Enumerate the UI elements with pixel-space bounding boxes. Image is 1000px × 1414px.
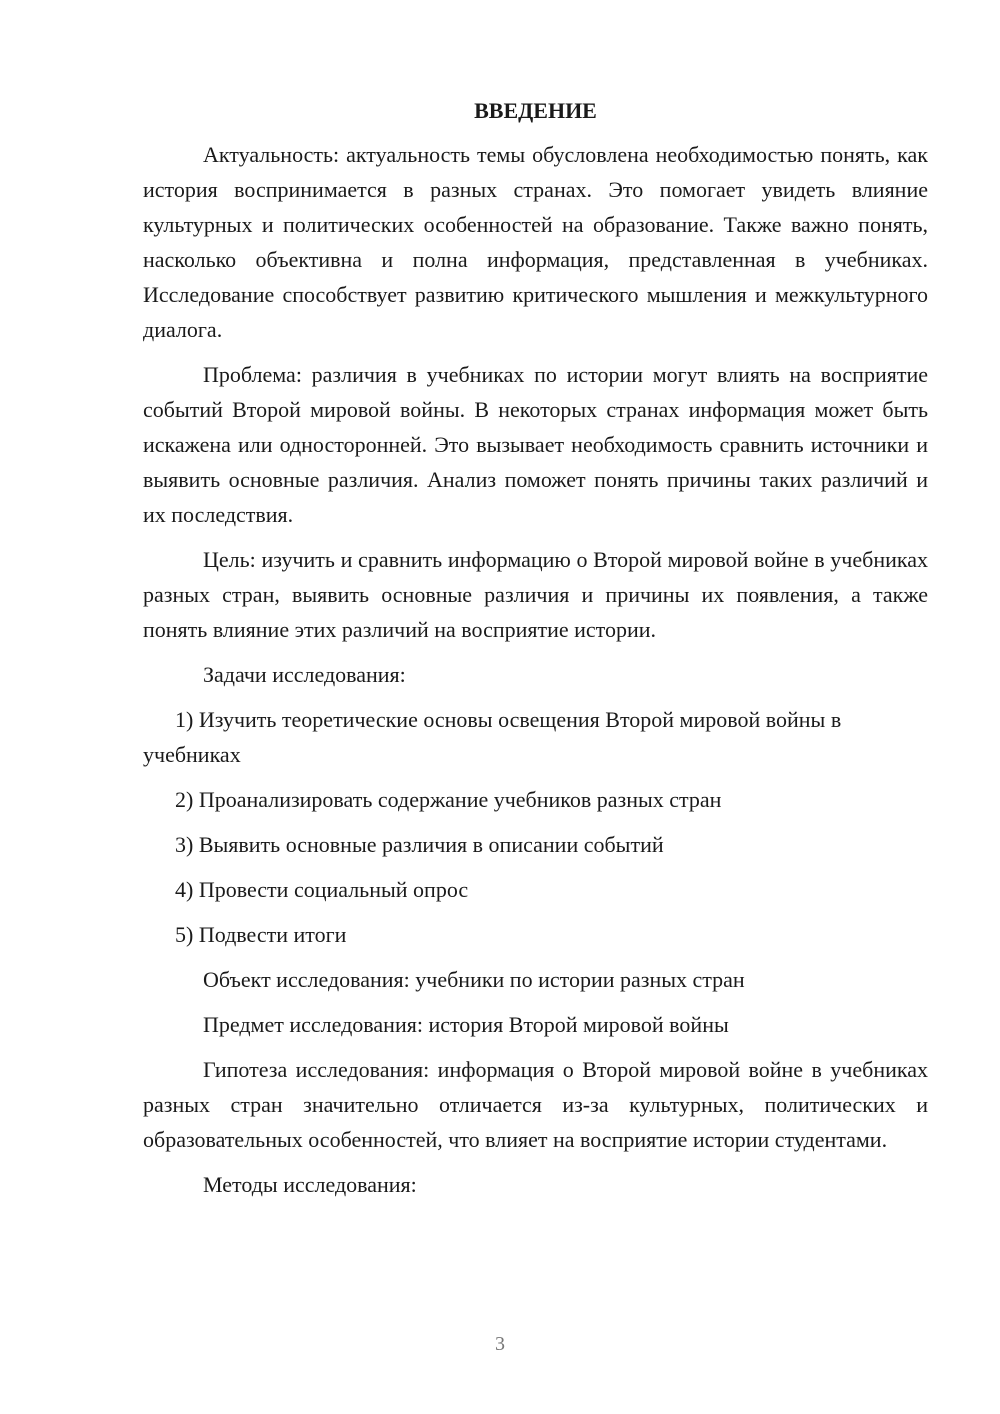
- paragraph-hypothesis: Гипотеза исследования: информация о Второй мировой войне в учебниках разных стран значительно отличается из-за культурных, политических и образовательных особенностей, что влияет на восприятие истории студентами.: [143, 1057, 928, 1152]
- task-item-4: 4) Провести социальный опрос: [175, 877, 469, 902]
- paragraph-goal: Цель: изучить и сравнить информацию о Второй мировой войне в учебниках разных стран, выявить основные различия и причины их появления, а также понять влияние этих различий на восприятие истории.: [143, 547, 928, 642]
- task-item-5: 5) Подвести итоги: [175, 922, 347, 947]
- paragraph-relevance: Актуальность: актуальность темы обусловлена необходимостью понять, как история воспринимается в разных странах. Это помогает увидеть влияние культурных и политических особенностей на образование. Также важно понять, насколько объективна и полна информация, представленная в учебниках. Исследование способствует развитию критического мышления и межкультурного диалога.: [143, 142, 928, 342]
- tasks-heading: Задачи исследования:: [203, 662, 406, 687]
- task-item-3: 3) Выявить основные различия в описании событий: [175, 832, 664, 857]
- task-item-2: 2) Проанализировать содержание учебников разных стран: [175, 787, 722, 812]
- methods-heading: Методы исследования:: [203, 1172, 417, 1197]
- document-page: [143, 95, 928, 1212]
- page-title: ВВЕДЕНИЕ: [474, 98, 597, 123]
- research-subject: Предмет исследования: история Второй мировой войны: [203, 1012, 729, 1037]
- page-number: 3: [495, 1333, 505, 1355]
- paragraph-problem: Проблема: различия в учебниках по истории могут влиять на восприятие событий Второй мировой войны. В некоторых странах информация может быть искажена или односторонней. Это вызывает необходимость сравнить источники и выявить основные различия. Анализ поможет понять причины таких различий и их последствия.: [143, 362, 928, 527]
- task-item-1: 1) Изучить теоретические основы освещения Второй мировой войны в учебниках: [143, 707, 842, 767]
- research-object: Объект исследования: учебники по истории разных стран: [203, 967, 745, 992]
